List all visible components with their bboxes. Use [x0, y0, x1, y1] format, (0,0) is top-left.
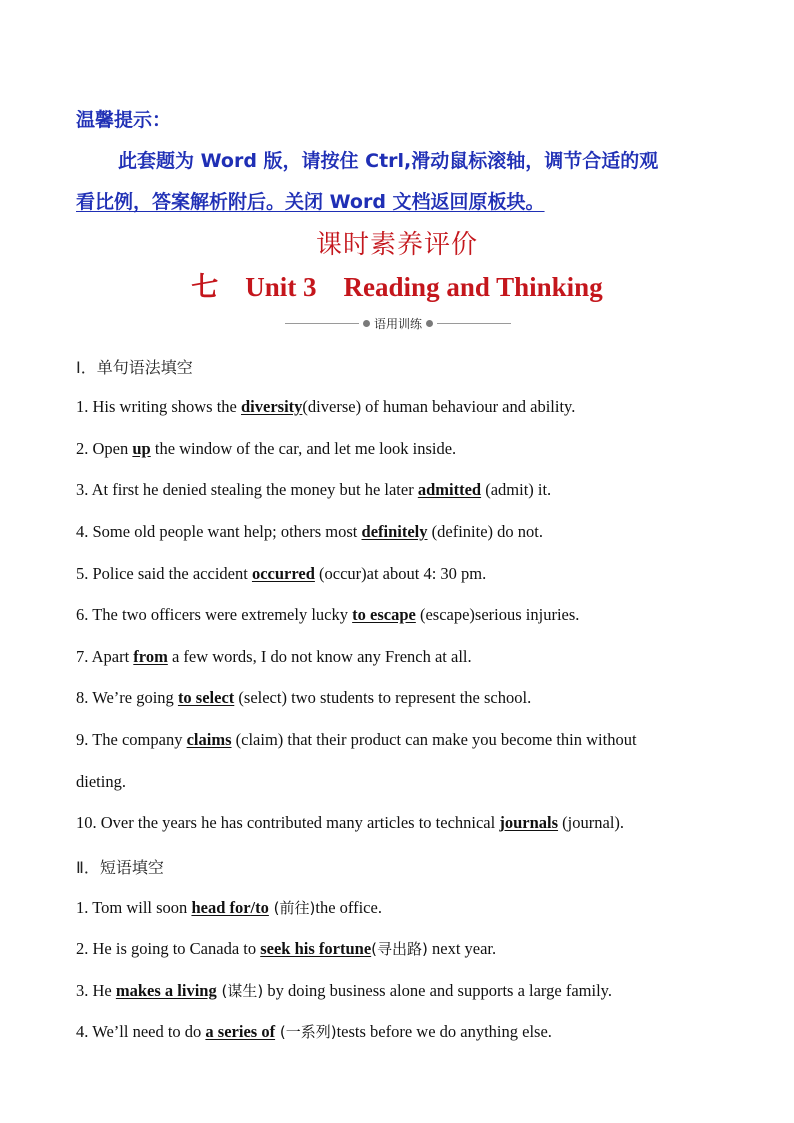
tip-title: 温馨提示： — [76, 109, 172, 131]
answer: a series of — [205, 1022, 276, 1041]
section-divider — [285, 313, 511, 333]
answer: admitted — [417, 480, 482, 499]
answer: diversity — [241, 397, 303, 416]
exercise-item: 2. Open up the window of the car, and let me look inside. — [76, 439, 457, 458]
section-1-heading: Ⅰ．单句语法填空 — [76, 358, 193, 377]
answer: from — [133, 647, 168, 666]
answer: head for/to — [191, 898, 269, 917]
tip-line-1: 此套题为 Word 版，请按住 Ctrl,滑动鼠标滚轴，调节合适的观 — [118, 150, 659, 172]
exercise-item: 8. We’re going to select (select) two students to represent the school. — [76, 688, 532, 707]
page-title: 课时素养评价 — [315, 230, 478, 260]
answer: up — [132, 439, 151, 458]
divider-line-left — [285, 323, 359, 324]
exercise-item: 5. Police said the accident occurred (occur)at about 4: 30 pm. — [76, 564, 487, 583]
phrase-item: 3. He makes a living (谋生) by doing business alone and supports a large family. — [76, 981, 612, 1000]
page-subtitle: 七 Unit 3 Reading and Thinking — [191, 272, 603, 302]
divider-dot-left — [363, 320, 370, 327]
answer: seek his fortune — [260, 939, 372, 958]
divider-line-right — [437, 323, 511, 324]
exercise-item: 4. Some old people want help; others most definitely (definite) do not. — [76, 522, 543, 541]
divider-label: 语用训练 — [374, 316, 423, 331]
exercise-item: 3. At first he denied stealing the money but he later admitted (admit) it. — [76, 480, 552, 499]
exercise-item: 1. His writing shows the diversity(diverse) of human behaviour and ability. — [76, 397, 576, 416]
exercise-item: 7. Apart from a few words, I do not know any French at all. — [76, 647, 472, 666]
section-2-heading: Ⅱ．短语填空 — [76, 858, 164, 877]
answer: to select — [177, 688, 235, 707]
exercise-item: 9. The company claims (claim) that their product can make you become thin without — [76, 730, 637, 749]
answer: occurred — [251, 564, 315, 583]
phrase-item: 2. He is going to Canada to seek his fortune(寻出路) next year. — [76, 939, 497, 958]
answer: to escape — [352, 605, 416, 624]
divider-dot-right — [426, 320, 433, 327]
answer: claims — [186, 730, 232, 749]
phrase-item: 4. We’ll need to do a series of (一系列)tests before we do anything else. — [76, 1022, 552, 1041]
exercise-item: 10. Over the years he has contributed many articles to technical journals (journal). — [76, 813, 625, 832]
tip-line-2: 看比例，答案解析附后。关闭 Word 文档返回原板块。 — [76, 191, 545, 213]
phrase-item: 1. Tom will soon head for/to (前往)the office. — [76, 898, 382, 917]
answer: journals — [499, 813, 559, 832]
exercise-item: 6. The two officers were extremely lucky to escape (escape)serious injuries. — [76, 605, 580, 624]
answer: makes a living — [115, 981, 217, 1000]
exercise-item-continued: dieting. — [76, 772, 126, 791]
answer: definitely — [361, 522, 428, 541]
